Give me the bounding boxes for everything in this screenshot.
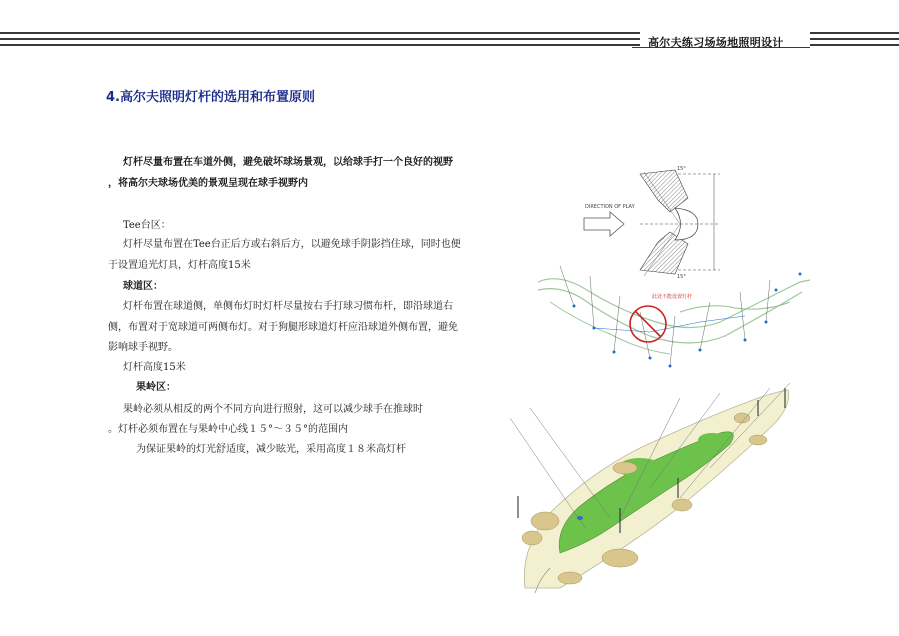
section-title: 4.高尔夫照明灯杆的选用和布置原则 <box>106 90 315 105</box>
intro-line-2: ，将高尔夫球场优美的景观呈现在球手视野内 <box>108 178 308 189</box>
fairway-height: 灯杆高度15米 <box>123 362 186 373</box>
tee-line-2: 于设置追光灯具，灯杆高度15米 <box>108 260 251 271</box>
prohibited-circle-icon <box>630 306 666 342</box>
prohibited-zone-caption: 此处不能设置灯杆 <box>652 294 693 300</box>
direction-of-play-label: DIRECTION OF PLAY <box>585 204 635 210</box>
fairway-plan <box>530 262 820 372</box>
tee-line-1: 灯杆尽量布置在Tee台正后方或右斜后方，以避免球手阴影挡住球，同时也便 <box>123 239 461 250</box>
green-line-3: 为保证果岭的灯光舒适度，减少眩光，采用高度１８米高灯杆 <box>136 444 406 455</box>
header-stripes-left <box>0 30 640 50</box>
green-line-1: 果岭必须从相反的两个不同方向进行照射，这可以减少球手在推球时 <box>123 404 423 415</box>
fairway-line-1: 灯杆布置在球道侧，单侧布灯时灯杆尽量按右手打球习惯布杆，即沿球道右 <box>123 301 453 312</box>
angle-top-label: 15° <box>677 166 686 172</box>
green-line-2: 。灯杆必须布置在与果岭中心线１５°～３５°的范围内 <box>108 424 348 435</box>
header-stripes-right <box>810 30 899 50</box>
fairway-heading: 球道区： <box>123 281 163 292</box>
green-heading: 果岭区： <box>136 382 176 393</box>
fairway-line-3: 影响球手视野。 <box>108 342 178 353</box>
angle-bottom-label: 15° <box>677 274 686 280</box>
fairway-line-2: 侧，布置对于宽球道可两侧布灯。对于狗腿形球道灯杆应沿球道外侧布置，避免 <box>108 322 458 333</box>
tee-heading: Tee台区： <box>123 220 171 231</box>
header-title: 高尔夫练习场场地照明设计 <box>648 36 784 49</box>
green-aerial-view <box>470 378 815 603</box>
intro-line-1: 灯杆尽量布置在车道外侧，避免破坏球场景观，以给球手打一个良好的视野 <box>123 157 453 168</box>
